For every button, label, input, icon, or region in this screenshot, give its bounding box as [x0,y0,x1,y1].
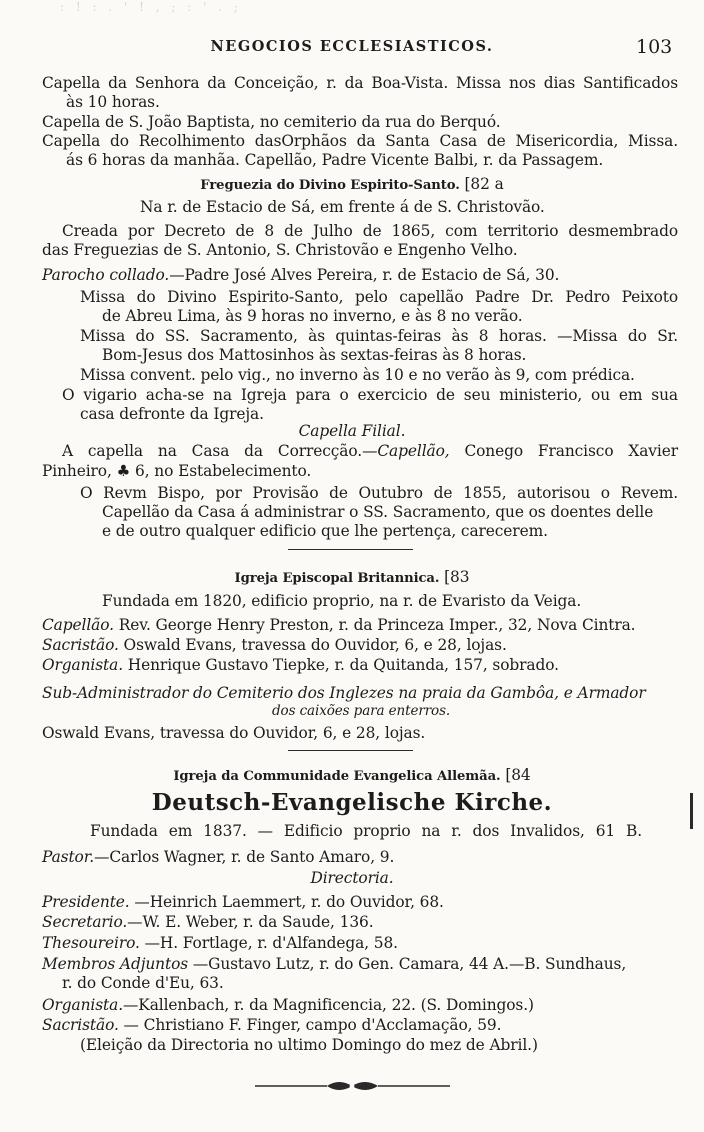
field-label: Presidente. [42,893,130,911]
field-label: Capellão. [42,616,114,634]
line-text: casa defronte da Igreja. [80,405,264,423]
line-text: Oswald Evans, travessa do Ouvidor, 6, e 28, lojas. [118,636,507,654]
text-line [80,405,678,423]
field-label: Sacristão. [42,1016,119,1034]
text-line [102,346,678,364]
text-line [80,366,678,384]
text-line [42,848,678,866]
line-text: Capella de S. João Baptista, no cemiterio da rua do Berquó. [42,113,501,131]
line-text: —Heinrich Laemmert, r. do Ouvidor, 68. [129,893,444,911]
section-heading-allema: Igreja da Communidade Evangelica Allemãa. [84 [173,766,531,784]
text-line [42,636,678,654]
line-text: Bom-Jesus dos Mattosinhos às sextas-feiras às 8 horas. [102,346,527,364]
line-text: — Christiano F. Finger, campo d'Acclamação, 59. [118,1016,502,1034]
end-ornament-icon [255,1078,450,1094]
text-line [62,222,678,240]
text-line [102,307,678,325]
line-text: Capella do Recolhimento dasOrphãos da Santa Casa de Misericordia, Missa. [42,132,678,150]
text-line [42,266,678,284]
field-label: Organista. [42,656,123,674]
text-line [90,822,642,840]
field-label: Sub-Administrador do Cemiterio dos Inglezes na praia da Gambôa, e Armador [42,684,646,702]
line-text: Creada por Decreto de 8 de Julho de 1865, com territorio desmembrado [62,222,678,240]
field-label: dos caixões para enterros. [272,703,451,719]
line-text: Missa do Divino Espirito-Santo, pelo capellão Padre Dr. Pedro Peixoto [80,288,678,306]
section-heading-espirito-santo: Freguezia do Divino Espirito-Santo. [82 a [200,175,504,193]
show-through-artifact: : ! : . ' ! , ; : ' . ; [60,0,242,14]
text-line [42,893,678,911]
text-line [66,151,678,169]
text-line [42,132,678,150]
margin-mark [690,793,693,829]
page-number: 103 [636,36,673,58]
line-text: Fundada em 1837. — Edificio proprio na r. dos Invalidos, 61 B. [90,822,642,840]
text-line [42,996,678,1014]
text-line [42,74,678,92]
line-text: —W. E. Weber, r. da Saude, 136. [127,913,374,931]
field-label: Secretario. [42,913,128,931]
running-title: NEGOCIOS ECCLESIASTICOS. [210,38,494,55]
text-line [42,684,678,702]
line-text: Fundada em 1820, edificio proprio, na r. de Evaristo da Veiga. [102,592,582,610]
section-heading-capella-filial: Capella Filial. [298,422,406,440]
text-line [42,934,678,952]
field-label: Sacristão. [42,636,119,654]
line-text: e de outro qualquer edificio que lhe pertença, carecerem. [102,522,548,540]
field-label: Membros Adjuntos [42,955,189,973]
line-text: —Padre José Alves Pereira, r. de Estacio de Sá, 30. [169,266,560,284]
text-line [42,724,678,742]
text-line [42,955,678,973]
text-line [66,93,678,111]
field-label: Pastor. [42,848,95,866]
field-label: Capellão, [377,442,450,460]
text-line [102,592,678,610]
section-heading-directoria: Directoria. [310,869,394,887]
section-divider [288,750,413,751]
text-line [272,702,678,720]
text-line [42,1016,678,1034]
text-line [42,913,678,931]
text-line [62,386,678,404]
line-text: Capellão da Casa á administrar o SS. Sacramento, que os doentes delle [102,503,654,521]
line-text: das Freguezias de S. Antonio, S. Christovão e Engenho Velho. [42,241,518,259]
text-line [62,974,678,992]
line-text: Henrique Gustavo Tiepke, r. da Quitanda, 157, sobrado. [123,656,559,674]
line-text: Capella da Senhora da Conceição, r. da Boa-Vista. Missa nos dias Santificados [42,74,678,92]
line-text: Missa convent. pelo vig., no inverno às 10 e no verão às 9, com prédica. [80,366,635,384]
line-text: (Eleição da Directoria no ultimo Domingo do mez de Abril.) [80,1036,538,1054]
line-text: —H. Fortlage, r. d'Alfandega, 58. [139,934,398,952]
line-text: O vigario acha-se na Igreja para o exercicio de seu ministerio, ou em sua [62,386,678,404]
text-line [102,522,678,540]
text-line [80,288,678,306]
text-line [42,462,678,480]
text-line [42,241,678,259]
line-text: Missa do SS. Sacramento, às quintas-feiras às 8 horas. —Missa do Sr. [80,327,678,345]
blackletter-title: Deutsch-Evangelische Kirche. [151,789,553,816]
section-heading-britannica: Igreja Episcopal Britannica. [83 [234,568,470,586]
line-text: de Abreu Lima, às 9 horas no inverno, e às 8 no verão. [102,307,523,325]
line-text: Rev. George Henry Preston, r. da Princeza Imper., 32, Nova Cintra. [113,616,636,634]
text-line [80,1036,678,1054]
line-text: Oswald Evans, travessa do Ouvidor, 6, e 28, lojas. [42,724,426,742]
line-text: Conego Francisco Xavier [449,442,678,460]
field-label: Parocho collado. [42,266,170,284]
text-line [62,442,678,460]
section-divider [288,549,413,550]
line-text: —Carlos Wagner, r. de Santo Amaro, 9. [94,848,395,866]
line-text: —Kallenbach, r. da Magnificencia, 22. (S. Domingos.) [123,996,534,1014]
field-label: Thesoureiro. [42,934,140,952]
line-text: Pinheiro, ♣ 6, no Estabelecimento. [42,462,312,480]
text-line [42,113,678,131]
text-line [80,484,678,502]
text-line [42,656,678,674]
line-text: às 10 horas. [66,93,160,111]
field-label: Organista. [42,996,123,1014]
line-text: r. do Conde d'Eu, 63. [62,974,224,992]
text-line [42,616,678,634]
line-text: O Revm Bispo, por Provisão de Outubro de 1855, autorisou o Revem. [80,484,678,502]
text-line [80,327,678,345]
line-text: ás 6 horas da manhãa. Capellão, Padre Vicente Balbi, r. da Passagem. [66,151,604,169]
line-text: —Gustavo Lutz, r. do Gen. Camara, 44 A.—B. Sundhaus, [188,955,627,973]
text-line [102,503,678,521]
text-line [140,198,678,216]
line-text: A capella na Casa da Correcção.— [62,442,378,460]
line-text: Na r. de Estacio de Sá, em frente á de S. Christovão. [140,198,545,216]
